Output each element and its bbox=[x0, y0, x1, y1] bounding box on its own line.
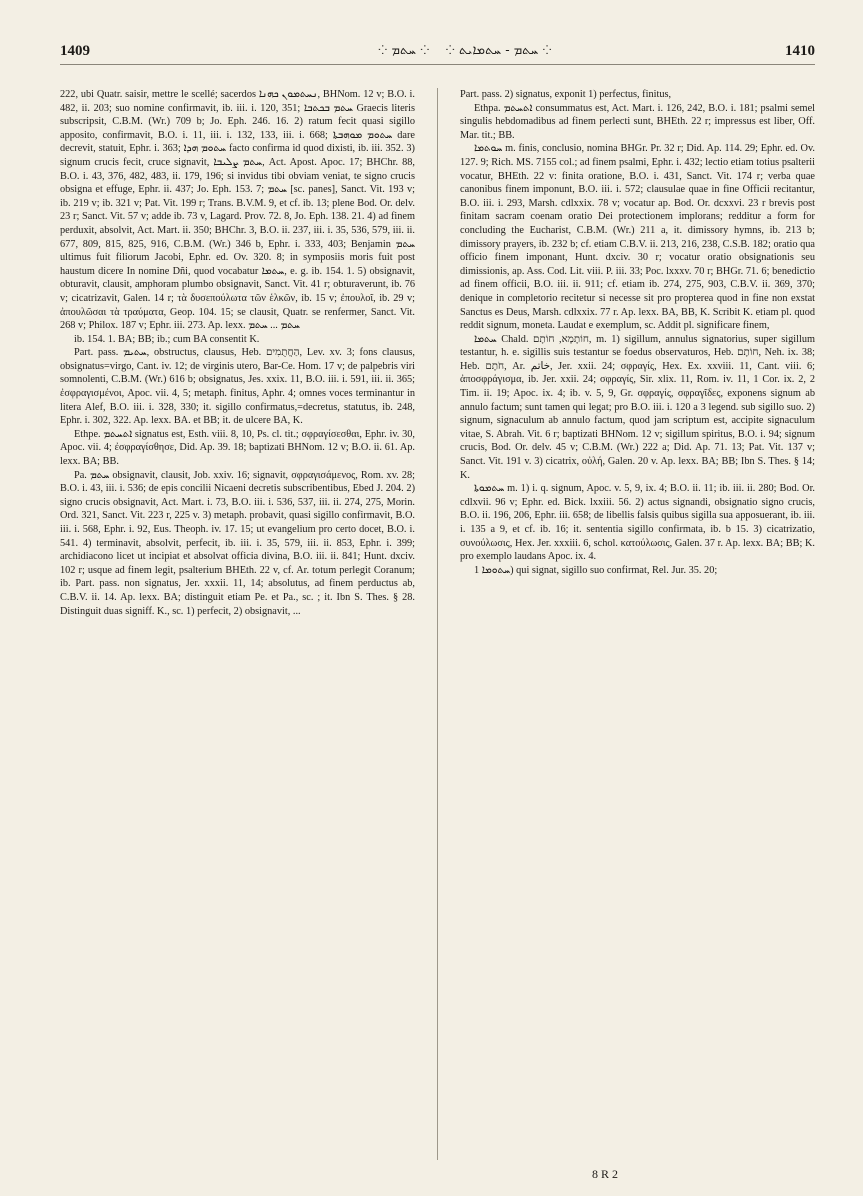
left-page-number: 1409 bbox=[60, 42, 90, 59]
entry-paragraph: 222, ubi Quatr. saisir, mettre le scellé; sacerdos ܢܚܬܡܘܢ ܟܗܢܐ, BHNom. 12 v; B.O. i. 482, ii. 203; suo nomine confirmavit, ib. iii. i. 120, 351; ܚܬܡ ܒܟܬܒܐ Graecis literis subscripsit, C.B.M. (Wr.) 709 b; Jo. Eph. 246. 16. 2) ratum fecit quasi sigillo apposito, confirmavit, B.O. i. 11, iii. i. 132, 133, iii. i. 668; ܚܬܘܡ ܡܘܗܒܬܐ dare decrevit, statuit, Ephr. i. 363; ܚܬܘܡ ܗܕܐ facto confirma id quod dixisti, ib. iii. 352. 3) signum crucis fecit, cruce signavit, ܚܬܡ ܨܠܝܒܐ, Act. Apost. Apoc. 17; BHChr. 88, B.O. i. 43, 376, 482, 483, ii. 179, 196; si invidus tibi obviam veniat, te signo crucis obsigna et effuge, Ephr. ii. 437; Jo. Eph. 153. 7; ܚܬܡ [sc. panes], Sanct. Vit. 193 v; ib. 219 v; ib. 321 v; Pat. Vit. 199 r; Trans. B.V.M. 9, et cf. ib. 13; plene Bod. Or. delv. 23 r; Sanct. Vit. 57 v; adde ib. 73 v, Lagard. Prov. 72. 8, Jo. Eph. 138. 21. 4) ad finem perduxit, absolvit, Act. Mart. ii. 350; BHChr. 3, B.O. ii. 237, iii. i. 35, 536, 579, iii. ii. 677, 809, 815, 825, 916, C.B.M. (Wr.) 346 b, Ephr. i. 333, 403; Benjamin ܚܬܡ ultimus fuit filiorum Jacobi, Ephr. ed. Ov. 320. 8; in symposiis moris fuit post haustum dicere In nomine Dñi, quod vocabatur ܚܬܡܐ, e. g. ib. 154. 1. 5) obsignavit, obturavit, clausit, amphoram plumbo obsignavit, Sanct. Vit. 41 r; obturaverunt, ib. 76 v; cicatrizavit, Galen. 14 r; τὰ δυσεπούλωτα τῶν ἑλκῶν, ib. 15 v; ἐπουλοῖ, ib. 29 v; ἀπουλῶσαι τὰ τραύματα, Geop. 104. 15; se clausit, Quatr. se renfermer, Sanct. Vit. 268 v; Philox. 187 v; Ephr. iii. 273. Ap. lexx. ܚܬܡ ... ܚܬܡ bbox=[60, 89, 415, 332]
right-column bbox=[460, 88, 815, 1160]
text-columns bbox=[60, 88, 815, 1160]
entry-paragraph: ܚܬܡܘܬܐ m. 1) i. q. signum, Apoc. v. 5, 9, ix. 4; B.O. ii. 11; ib. iii. ii. 280; Bod. Or. cdlxvii. 96 v; Ephr. ed. Bick. lxxiii. 56. 2) actus signandi, obsignatio signo crucis, B.O. ii. 196, 206, Ephr. iii. 658; de libellis falsis quibus sigilla sua apposuerant, ib. iii. i. 135 a 9, et cf. ib. 16; it. sententia sigillo confirmata, ib. b 15. 3) cicatrizatio, συνούλωσις, Hex. Jer. xxxiii. 6, schol. κατούλωσις, Galen. 37 r. Ap. lexx. BA; BB; K. pro exemplo laudans Apoc. ix. 4. bbox=[460, 483, 815, 563]
right-page-number: 1410 bbox=[785, 42, 815, 59]
entry-paragraph: Pa. ܚܬܡ obsignavit, clausit, Job. xxiv. 16; signavit, σφραγισάμενος, Rom. xv. 28; B.O. i. 43, iii. i. 536; de epis concilii Nicaeni decretis subscribentibus, Ebed J. 204. 2) signo crucis obsignavit, Act. Mart. i. 73, B.O. iii. i. 536, 537, iii. ii. 274, 275, Morin. Ord. 321, Sanct. Vit. 223 r, 225 v. 3) metaph. probavit, quasi sigillo confirmavit, B.O. iii. i. 568, Ephr. i. 92, Eus. Theoph. iv. 17. 15; ut evangelium pro certo docet, B.O. i. 541. 4) terminavit, absolvit, perfecit, ib. iii. i. 35, 579, iii. ii. 853, Ephr. i. 399; archidiacono licet ut incipiat et absolvat officia divina, B.O. iii. ii. 841; Hunt. dxciv. 102 r; usque ad finem legit, psalterium BHEth. 22 v, cf. Ar. totum perlegit Coranum; ib. Part. pass. non signatus, Jer. xxxii. 11, 14; absolutus, ad finem perductus ab, C.B.V. ii. 14. Ap. lexx. BA; distinguit etiam Pe. et Pa., sc. ; it. Ibn S. Thes. § 28. Distinguit duas signiff. K., sc. 1) perfecit, 2) obsignavit, ... bbox=[60, 469, 415, 617]
entry-paragraph: Ethpe. ܐܬܚܬܡ signatus est, Esth. viii. 8, 10, Ps. cl. tit.; σφραγίσεσθαι, Ephr. iv. 30, Apoc. vii. 4; ἐσφραγίσθησε, Did. Ap. 39. 18; baptizati BHNom. 12 v; B.O. ii. 61. Ap. lexx. BA; BB. bbox=[60, 428, 415, 468]
entry-paragraph: ib. 154. 1. BA; BB; ib.; cum BA consentit K. bbox=[74, 333, 260, 345]
left-column bbox=[60, 88, 415, 1160]
left-running-head: ⁘ ܚܬܡ ⁘ bbox=[378, 42, 430, 58]
column-divider bbox=[437, 88, 438, 1160]
right-header bbox=[438, 43, 816, 60]
entry-paragraph: ܚܘܬܡܐ m. finis, conclusio, nomina BHGr. Pr. 32 r; Did. Ap. 114. 29; Ephr. ed. Ov. 127. 9; Rich. MS. 7155 col.; ad finem psalmi, Ephr. i. 432; lectio etiam totius psalterii vocatur, BHEth. 22 v: finita oratione, B.O. i. 431, Sanct. Vit. 174 r; verba quae canonibus finem imponunt, B.O. iii. i. 572; clausulae quae in fine Officii recitantur, B.O. iii. i. 293, Marsh. cdlxxix. 78 v; vocatur ap. Bod. Or. dcxxvi. 23 r brevis post finitam sacram coenam oratio Dei protectionem implorans; redditur a form for concluding the Eucharist, C.B.M. (Wr.) 211 a, it. dimissory hymns, ib. 213 b; dimissory prayers, ib. 232 b; cf. etiam C.B.V. ii. 213, 216, 238, C.S.B. 182; oratio qua officio finem imponant, Hunt. dxciv. 30 r; vocatur oratio obsignationis seu dimissionis, ap. Ass. Cod. Lit. viii. P. iii. 33; Poc. lxxxv. 70 r; BHGr. 71. 6; benedictio ad finem officii, B.O. iii. ii. 911; cf. etiam ib. 274, 275, 903, C.B.V. ii. 369, 370; denique in completorio recitetur si necesse sit pro propterea quod in fine non exstat Sanctus es Deus, Marsh. cdlxxix. 77 r. Ap. lexx. BA, BB, K. Scribit K. etiam pl. quod reddit signum, moneta. Laudat e exemplum, sc. Addit pl. significare finem, bbox=[460, 143, 815, 332]
entry-paragraph: Part. pass. 2) signatus, exponit 1) perfectus, finitus, bbox=[460, 89, 672, 100]
entry-paragraph: ܚܬܡܐ Chald. חוֹתָמָא, חוֹתָם, m. 1) sigillum, annulus signatorius, super sigillum testantur, h. e. sigillis suis testantur se foedus observaturos, Heb. חוֹתָם, Neh. ix. 38; Heb. חֹתָם, Ar. خاتم, Jer. xxii. 24; σφραγίς, Hex. Ex. xxviii. 11, Cant. viii. 6; ἀποσφράγισμα, ib. Jer. xxii. 24; σφραγίς, Sir. xlix. 11, Rom. iv. 11, 1 Cor. ix. 2, 2 Tim. ii. 19; Apoc. ix. 4; ib. v. 5, 9, Gr. σφραγίς, σφραγῖδες, exponens signum ab annulo factum; sunt tamen qui legat; pro B.O. iii. i. 120 a 3 legend. sub sigillo suo. 2) signum, signaculum ab annulo factum, quod jam scriptum est, accipite signaculum vitae, S. Abrah. Vit. 6 r; baptizati BHNom. 12 v; sigillum spiritus, B.O. i. 94; signum crucis, Bod. Or. delv. 45 v; C.B.M. (Wr.) 222 a; Did. Ap. 71. 13; Pat. Vit. 137 v; Sanct. Vit. 191 v. 3) cicatrix, οὐλή, Galen. 20 v. Ap. lexx. BA; BB; Ibn S. Thes. § 14; K. bbox=[460, 333, 815, 481]
entry-paragraph: ܚܬܘܡܐ 1) qui signat, sigillo suo confirmat, Rel. Jur. 35. 20; bbox=[474, 564, 718, 576]
entry-paragraph: Part. pass. ܚܬܝܡ, obstructus, clausus, Heb. הַחֲתֻמִים, Lev. xv. 3; fons clausus, obsignatus=virgo, Cant. iv. 12; de virginis utero, Bar-Ce. Hom. 17 v; de palpebris viri somnolenti, C.B.M. (Wr.) 616 b; obsignatus, Jes. xxix. 11, B.O. iii. i. 591, iii. ii. 365; ἐσφραγισμένοι, Apoc. vii. 4, 5; metaph. finitus, Aphr. 4; omnes voces terminantur in litera Alef, B.O. iii. i. 328, 330; it. sigillo confirmatus,=decretus, statutus, ib. 248, Ephr. i. 302, 322. Ap. lexx. BA. et BB; it. de ulcere BA, K. bbox=[60, 347, 415, 427]
page-header bbox=[60, 38, 815, 65]
left-header bbox=[60, 43, 438, 60]
entry-paragraph: Ethpa. ܐܬܚܬܡ consummatus est, Act. Mart. i. 126, 242, B.O. i. 181; psalmi semel singulis hebdomadibus ad finem perlecti sunt, BHEth. 22 r; impressus est liber, Off. Mar. tit.; BB. bbox=[460, 102, 815, 141]
signature-mark: 8 R 2 bbox=[591, 1167, 618, 1181]
right-running-head: ⁘ ܚܬܡ - ܚܬܡܐܝܬ ⁘ bbox=[445, 42, 552, 58]
